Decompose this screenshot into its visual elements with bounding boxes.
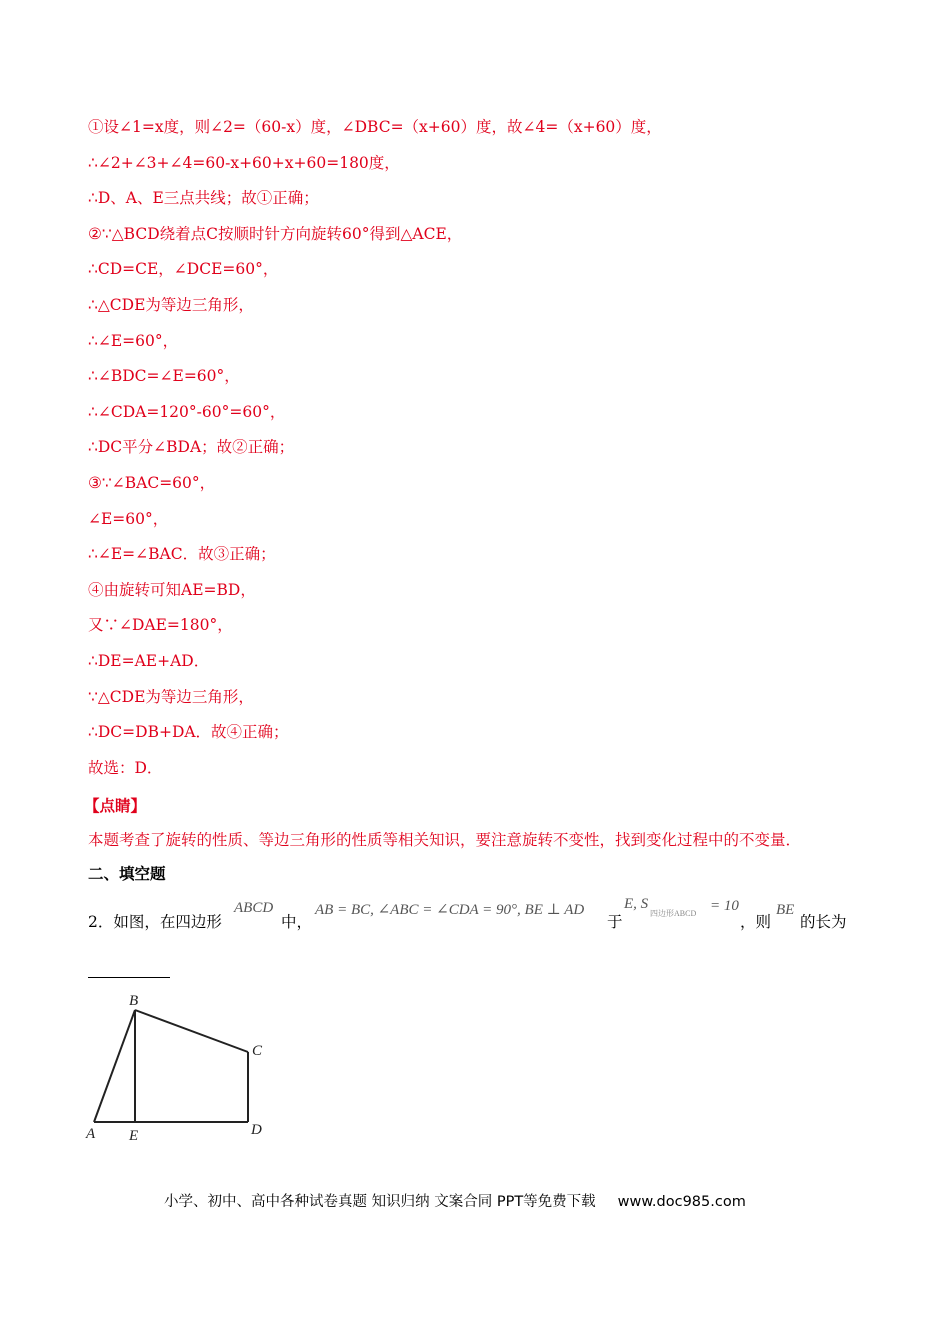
solution-line: ①设∠1=x度，则∠2=（60-x）度，∠DBC=（x+60）度，故∠4=（x+60）度， [88,118,662,136]
label-d: D [251,1122,262,1138]
solution-line: ②∵△BCD绕着点C按顺时针方向旋转60°得到△ACE， [88,224,463,243]
figure-edges [94,1010,248,1122]
solution-line: ∠E=60°， [88,509,169,528]
math-be: BE [776,902,795,918]
question-yu: 于 [607,913,623,931]
edge-ab [94,1010,135,1122]
label-e: E [129,1128,139,1144]
solution-line: ∴∠BDC=∠E=60°， [88,367,240,386]
solution-line: ∴△CDE为等边三角形， [88,295,254,314]
math-subscript: 四边形ABCD [650,909,697,918]
math-e-s: E, S [624,896,649,912]
solution-line: ∵△CDE为等边三角形， [88,687,254,706]
math-area-eq: = 10 [710,898,739,914]
solution-line: 故选：D． [88,758,163,777]
solution-line: ④由旋转可知AE=BD， [88,580,256,599]
answer-blank [88,977,170,978]
solution-line: ∴∠2+∠3+∠4=60-x+60+x+60=180度， [88,153,400,172]
solution-line: ∴DC平分∠BDA；故②正确； [88,438,295,457]
label-a: A [86,1126,96,1142]
solution-line: ∴∠E=∠BAC．故③正确； [88,545,276,564]
question-ze: ，则 [740,913,772,931]
quadrilateral-figure [82,988,282,1148]
solution-line: ∴DE=AE+AD． [88,651,210,670]
question-2 [88,896,868,946]
edge-bc [135,1010,248,1052]
section-title: 二、填空题 [88,865,166,883]
solution-line: ∴D、A、E三点共线；故①正确； [88,189,319,208]
math-conditions: AB = BC, ∠ABC = ∠CDA = 90°, BE ⊥ AD [315,902,585,918]
question-prefix: 2．如图，在四边形 [88,913,222,931]
question-suffix: 的长为 [800,913,847,931]
label-b: B [129,993,139,1009]
footer-text: 小学、初中、高中各种试卷真题 知识归纳 文案合同 PPT等免费下载 [164,1194,596,1210]
solution-line: ③∵∠BAC=60°， [88,473,216,492]
math-abcd: ABCD [234,900,274,916]
solution-steps [88,114,888,790]
summary-text: 本题考查了旋转的性质、等边三角形的性质等相关知识，要注意旋转不变性，找到变化过程中的不变量． [88,831,802,849]
solution-line: 又∵∠DAE=180°， [88,616,233,635]
footer-site-link[interactable]: www.doc985.com [617,1194,746,1210]
solution-line: ∴DC=DB+DA．故④正确； [88,723,289,742]
label-c: C [252,1043,263,1059]
page-footer [164,1190,746,1211]
solution-line: ∴CD=CE，∠DCE=60°， [88,260,279,279]
solution-line: ∴∠CDA=120°-60°=60°， [88,402,286,421]
solution-line: ∴∠E=60°， [88,331,179,350]
dianjing-label: 【点睛】 [84,796,147,815]
question-zhong: 中， [281,913,313,931]
